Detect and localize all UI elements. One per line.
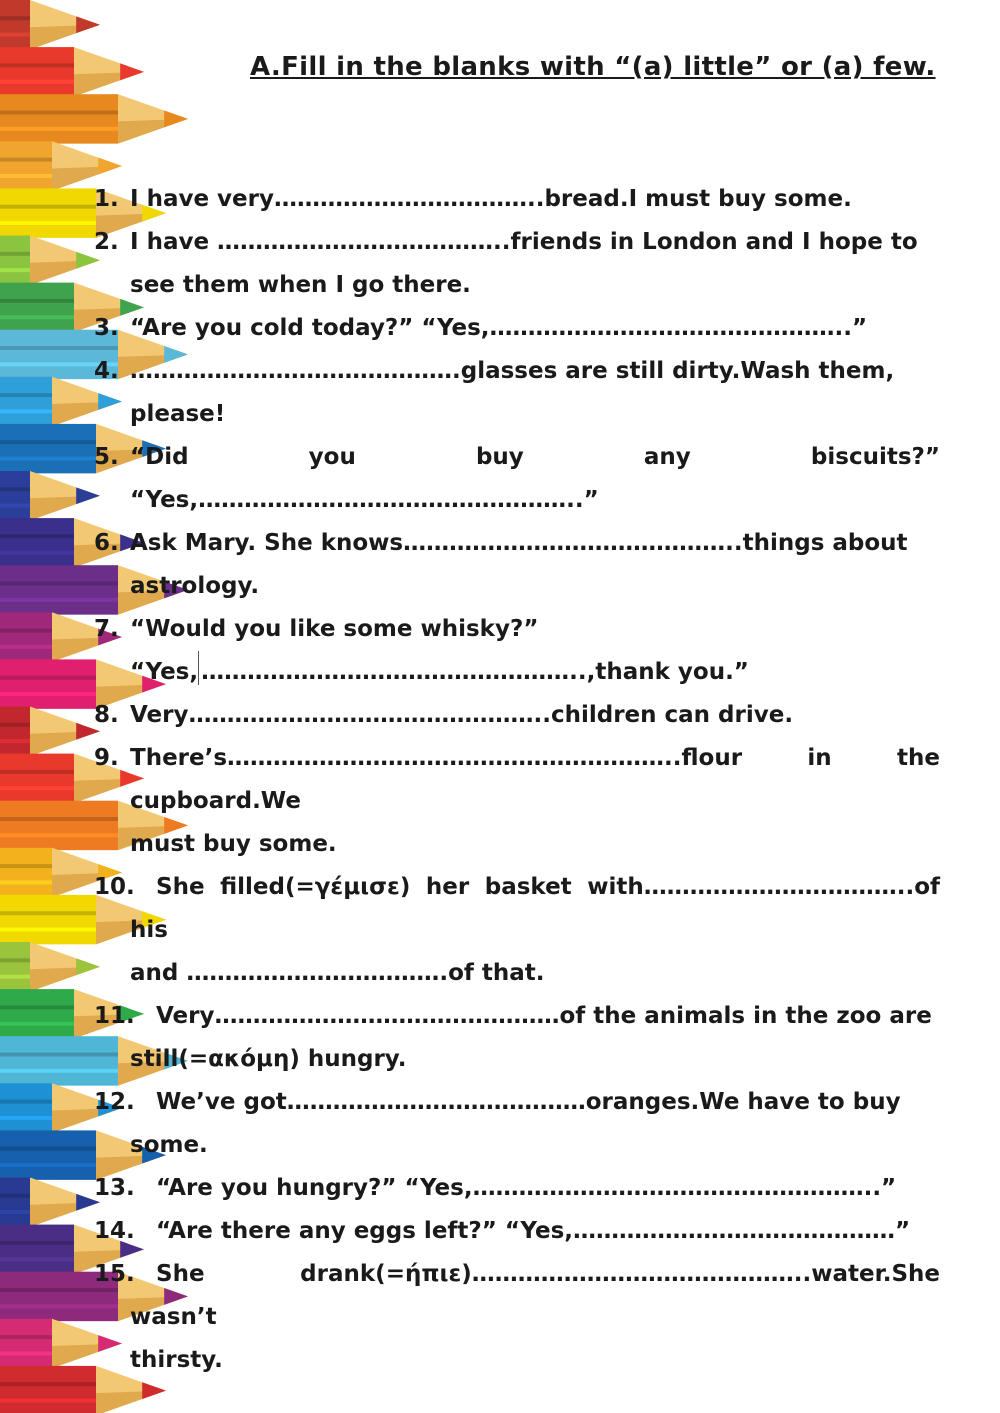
pencil (0, 707, 100, 756)
exercise-item (94, 1210, 940, 1253)
exercise-item (94, 1081, 940, 1167)
exercise-item (94, 522, 940, 608)
pencil (0, 1178, 100, 1227)
exercise-text-continued: …………………………………………..,thank you.” (201, 659, 749, 685)
pencil (0, 94, 188, 143)
exercise-text: “Are you cold today?” “Yes,………………………………………..” (130, 315, 868, 341)
exercise-number: 12. (94, 1089, 135, 1115)
exercise-text-continued: astrology. (130, 573, 260, 599)
exercise-item (94, 1167, 940, 1210)
exercise-item (94, 178, 940, 221)
exercise-text: …………………………………….glasses are still dirty.Wash them, (130, 358, 895, 384)
exercise-text-continued: and …………………………….of that. (130, 960, 545, 986)
exercise-text: She drank(=ήπιε)……………………………………..water.She wasn’t (130, 1261, 940, 1330)
exercise-text: Ask Mary. She knows……………………………………..things about (130, 530, 908, 556)
exercise-text: “Are you hungry?” “Yes,……………………………………………..” (156, 1175, 897, 1201)
pencil (0, 942, 100, 991)
exercise-text: “Would you like some whisky?” (130, 616, 539, 642)
exercise-text-continued: some. (130, 1132, 208, 1158)
exercise-text-continued: thirsty. (130, 1347, 223, 1373)
exercise-item (94, 737, 940, 866)
pencil (0, 471, 100, 520)
exercise-text-continued: still(=ακόμη) hungry. (130, 1046, 407, 1072)
exercise-text: I have ………………………………..friends in London and I hope to (130, 229, 918, 255)
exercise-number: 6. (94, 530, 119, 556)
exercise-text-continued: see them when I go there. (130, 272, 471, 298)
exercise-text-continued: must buy some. (130, 831, 337, 857)
exercise-item (94, 866, 940, 995)
exercise-item (94, 608, 940, 694)
pencil (0, 0, 100, 49)
exercise-item (94, 436, 940, 522)
exercise-number: 5. (94, 444, 119, 470)
pencil (0, 47, 144, 96)
exercise-number: 2. (94, 229, 119, 255)
exercise-text: “Are there any eggs left?” “Yes,……………………………………” (156, 1218, 911, 1244)
exercise-number: 4. (94, 358, 119, 384)
exercise-number: 3. (94, 315, 119, 341)
exercise-text-continued: please! (130, 401, 226, 427)
exercise-item (94, 307, 940, 350)
exercise-item (94, 221, 940, 307)
exercise-list (94, 178, 940, 1382)
exercise-text: “Did you buy any biscuits?” “Yes,…………………………………………..” (130, 444, 940, 513)
exercise-number: 9. (94, 745, 119, 771)
exercise-text: Very………………………………………..children can drive. (130, 702, 794, 728)
exercise-number: 11. (94, 1003, 135, 1029)
exercise-number: 8. (94, 702, 119, 728)
exercise-text-continued-prefix: “Yes, (130, 659, 199, 685)
text-cursor (198, 651, 199, 685)
exercise-item (94, 1253, 940, 1382)
exercise-item (94, 694, 940, 737)
exercise-item (94, 350, 940, 436)
exercise-text: I have very……………………………..bread.I must buy some. (130, 186, 852, 212)
exercise-number: 1. (94, 186, 119, 212)
exercise-item (94, 995, 940, 1081)
exercise-number: 13. (94, 1175, 135, 1201)
exercise-number: 14. (94, 1218, 135, 1244)
pencil (0, 236, 100, 285)
exercise-number: 10. (94, 874, 135, 900)
worksheet-title: A.Fill in the blanks with “(a) little” or (a) few. (250, 52, 936, 82)
exercise-text: There’s…………………………………………………..flour in the cupboard.We (130, 745, 940, 814)
exercise-text: We’ve got…………………………………oranges.We have to buy (156, 1089, 901, 1115)
exercise-number: 15. (94, 1261, 135, 1287)
exercise-text: Very………………………………………of the animals in the zoo are (156, 1003, 932, 1029)
exercise-text: She filled(=γέμισε) her basket with……………………………..of his (130, 874, 940, 943)
exercise-number: 7. (94, 616, 119, 642)
